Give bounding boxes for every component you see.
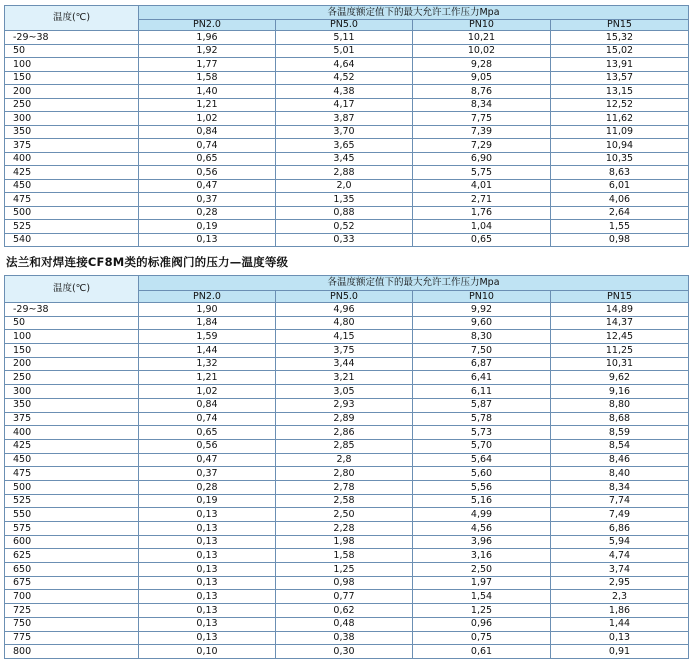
pressure-cell: 3,45 (276, 152, 413, 166)
table-row (5, 125, 689, 139)
pressure-cell: 0,62 (276, 604, 413, 618)
column-header: PN15 (551, 291, 689, 303)
pressure-cell: 2,50 (413, 563, 551, 577)
pressure-cell: 0,84 (139, 398, 276, 412)
pressure-cell: 0,74 (139, 412, 276, 426)
pressure-cell: 11,09 (551, 125, 689, 139)
table-2-body (5, 276, 689, 659)
pressure-cell: 0,13 (551, 631, 689, 645)
pressure-cell: 2,64 (551, 206, 689, 220)
pressure-cell: 1,25 (413, 604, 551, 618)
pressure-cell: 1,44 (139, 344, 276, 358)
pressure-cell: 5,94 (551, 535, 689, 549)
pressure-cell: 2,0 (276, 179, 413, 193)
temperature-cell: 375 (5, 412, 139, 426)
pressure-cell: 4,56 (413, 522, 551, 536)
table-row (5, 439, 689, 453)
table-row (5, 193, 689, 207)
pressure-cell: 8,63 (551, 166, 689, 180)
pressure-cell: 4,64 (276, 58, 413, 72)
temperature-cell: 50 (5, 316, 139, 330)
temperature-cell: 350 (5, 125, 139, 139)
pressure-cell: 4,38 (276, 85, 413, 99)
temperature-cell: 400 (5, 152, 139, 166)
table-row (5, 152, 689, 166)
pressure-cell: 5,60 (413, 467, 551, 481)
pressure-cell: 1,58 (139, 71, 276, 85)
pressure-cell: 7,49 (551, 508, 689, 522)
pressure-cell: 1,77 (139, 58, 276, 72)
table-row (5, 303, 689, 317)
temperature-cell: 100 (5, 330, 139, 344)
pressure-cell: 2,85 (276, 439, 413, 453)
pressure-cell: 7,75 (413, 112, 551, 126)
pressure-cell: 2,50 (276, 508, 413, 522)
temperature-cell: 400 (5, 426, 139, 440)
pressure-cell: 13,57 (551, 71, 689, 85)
table-row (5, 357, 689, 371)
pressure-cell: 0,13 (139, 604, 276, 618)
pressure-cell: 0,77 (276, 590, 413, 604)
temperature-cell: 500 (5, 206, 139, 220)
pressure-cell: 8,46 (551, 453, 689, 467)
temperature-cell: -29~38 (5, 303, 139, 317)
pressure-cell: 0,37 (139, 193, 276, 207)
temperature-cell: 300 (5, 112, 139, 126)
pressure-cell: 8,68 (551, 412, 689, 426)
pressure-cell: 7,39 (413, 125, 551, 139)
pressure-cell: 6,01 (551, 179, 689, 193)
pressure-cell: 0,84 (139, 125, 276, 139)
pressure-cell: 2,93 (276, 398, 413, 412)
temperature-cell: 300 (5, 385, 139, 399)
table-row (5, 617, 689, 631)
table-row (5, 316, 689, 330)
pressure-cell: 5,78 (413, 412, 551, 426)
pressure-cell: 0,75 (413, 631, 551, 645)
pressure-cell: 12,52 (551, 98, 689, 112)
pressure-cell: 3,44 (276, 357, 413, 371)
table-row (5, 179, 689, 193)
pressure-cell: 0,65 (413, 233, 551, 247)
table-row (5, 576, 689, 590)
pressure-cell: 2,80 (276, 467, 413, 481)
temperature-cell: 250 (5, 98, 139, 112)
table-row (5, 371, 689, 385)
pressure-cell: 0,88 (276, 206, 413, 220)
column-header: PN5.0 (276, 20, 413, 31)
pressure-cell: 2,88 (276, 166, 413, 180)
pressure-cell: 0,13 (139, 617, 276, 631)
table-row (5, 412, 689, 426)
pressure-cell: 0,19 (139, 220, 276, 234)
pressure-cell: 8,80 (551, 398, 689, 412)
table-row (5, 480, 689, 494)
pressure-cell: 0,28 (139, 480, 276, 494)
pressure-cell: 0,61 (413, 645, 551, 659)
pressure-cell: 10,35 (551, 152, 689, 166)
pressure-cell: 14,89 (551, 303, 689, 317)
temperature-cell: 800 (5, 645, 139, 659)
column-header: PN15 (551, 20, 689, 31)
pressure-cell: 1,76 (413, 206, 551, 220)
pressure-cell: 1,59 (139, 330, 276, 344)
pressure-cell: 1,32 (139, 357, 276, 371)
pressure-cell: 1,54 (413, 590, 551, 604)
pressure-cell: 4,99 (413, 508, 551, 522)
temperature-cell: 700 (5, 590, 139, 604)
max-pressure-group-header: 各温度额定值下的最大允许工作压力Mpa (139, 6, 689, 20)
pressure-cell: 0,13 (139, 590, 276, 604)
pressure-cell: 0,91 (551, 645, 689, 659)
temperature-cell: 250 (5, 371, 139, 385)
temperature-cell: 575 (5, 522, 139, 536)
table-row (5, 98, 689, 112)
pressure-cell: 7,50 (413, 344, 551, 358)
table-row (5, 467, 689, 481)
pressure-cell: 7,29 (413, 139, 551, 153)
pressure-cell: 9,16 (551, 385, 689, 399)
pressure-cell: 0,28 (139, 206, 276, 220)
pressure-cell: 2,89 (276, 412, 413, 426)
pressure-cell: 11,25 (551, 344, 689, 358)
pressure-cell: 1,04 (413, 220, 551, 234)
pressure-cell: 5,75 (413, 166, 551, 180)
column-header: PN2.0 (139, 20, 276, 31)
pressure-cell: 10,21 (413, 31, 551, 45)
pressure-cell: 6,90 (413, 152, 551, 166)
pressure-cell: 0,47 (139, 179, 276, 193)
pressure-cell: 8,30 (413, 330, 551, 344)
pressure-cell: 9,28 (413, 58, 551, 72)
pressure-cell: 3,74 (551, 563, 689, 577)
pressure-cell: 3,05 (276, 385, 413, 399)
table-row (5, 398, 689, 412)
section-title: 法兰和对焊连接CF8M类的标准阀门的压力—温度等级 (6, 255, 289, 269)
pressure-cell: 1,84 (139, 316, 276, 330)
temperature-cell: 475 (5, 193, 139, 207)
table-row (5, 645, 689, 659)
temperature-cell: 50 (5, 44, 139, 58)
table-row (5, 385, 689, 399)
pressure-cell: 5,56 (413, 480, 551, 494)
pressure-cell: 0,52 (276, 220, 413, 234)
table-row (5, 233, 689, 247)
temperature-cell: 600 (5, 535, 139, 549)
table-row (5, 535, 689, 549)
pressure-cell: 0,56 (139, 439, 276, 453)
pressure-cell: 0,30 (276, 645, 413, 659)
pressure-cell: 8,76 (413, 85, 551, 99)
table-row (5, 112, 689, 126)
pressure-cell: 5,73 (413, 426, 551, 440)
pressure-cell: 0,13 (139, 522, 276, 536)
pressure-cell: 0,48 (276, 617, 413, 631)
pressure-cell: 5,16 (413, 494, 551, 508)
column-header: PN2.0 (139, 291, 276, 303)
pressure-cell: 4,01 (413, 179, 551, 193)
pressure-cell: 0,74 (139, 139, 276, 153)
pressure-cell: 0,10 (139, 645, 276, 659)
temperature-cell: 540 (5, 233, 139, 247)
temperature-cell: 150 (5, 71, 139, 85)
pressure-cell: 6,41 (413, 371, 551, 385)
table-row (5, 58, 689, 72)
pressure-cell: 9,05 (413, 71, 551, 85)
table-row (5, 344, 689, 358)
pressure-cell: 1,90 (139, 303, 276, 317)
pressure-cell: 0,13 (139, 549, 276, 563)
pressure-cell: 0,33 (276, 233, 413, 247)
table-row (5, 604, 689, 618)
table-row (5, 330, 689, 344)
pressure-cell: 2,8 (276, 453, 413, 467)
pressure-cell: 8,40 (551, 467, 689, 481)
temperature-cell: 775 (5, 631, 139, 645)
pressure-cell: 3,87 (276, 112, 413, 126)
pressure-cell: 1,02 (139, 112, 276, 126)
temperature-cell: 425 (5, 166, 139, 180)
pressure-cell: 0,65 (139, 426, 276, 440)
pressure-cell: 4,52 (276, 71, 413, 85)
pressure-cell: 4,17 (276, 98, 413, 112)
pressure-cell: 2,86 (276, 426, 413, 440)
pressure-cell: 0,65 (139, 152, 276, 166)
pressure-cell: 0,13 (139, 535, 276, 549)
table-row (5, 508, 689, 522)
pressure-cell: 10,02 (413, 44, 551, 58)
pressure-cell: 12,45 (551, 330, 689, 344)
pressure-cell: 8,34 (551, 480, 689, 494)
pressure-cell: 1,97 (413, 576, 551, 590)
table-row (5, 206, 689, 220)
pressure-cell: 3,70 (276, 125, 413, 139)
column-header: PN10 (413, 291, 551, 303)
pressure-cell: 0,13 (139, 508, 276, 522)
pressure-cell: 4,96 (276, 303, 413, 317)
table-row (5, 71, 689, 85)
pressure-temperature-table-2 (4, 275, 689, 659)
pressure-cell: 5,70 (413, 439, 551, 453)
pressure-cell: 0,98 (551, 233, 689, 247)
table-row (5, 139, 689, 153)
pressure-cell: 2,78 (276, 480, 413, 494)
pressure-cell: 1,96 (139, 31, 276, 45)
pressure-temperature-table-1 (4, 5, 689, 247)
table-row (5, 631, 689, 645)
table-row (5, 220, 689, 234)
pressure-cell: 15,32 (551, 31, 689, 45)
pressure-cell: 0,56 (139, 166, 276, 180)
pressure-cell: 4,15 (276, 330, 413, 344)
table-row (5, 44, 689, 58)
pressure-cell: 3,96 (413, 535, 551, 549)
temperature-cell: 200 (5, 85, 139, 99)
pressure-cell: 4,74 (551, 549, 689, 563)
pressure-cell: 5,87 (413, 398, 551, 412)
pressure-cell: 1,40 (139, 85, 276, 99)
max-pressure-group-header: 各温度额定值下的最大允许工作压力Mpa (139, 276, 689, 291)
pressure-cell: 8,34 (413, 98, 551, 112)
pressure-cell: 5,64 (413, 453, 551, 467)
temperature-cell: 150 (5, 344, 139, 358)
temperature-cell: 525 (5, 220, 139, 234)
pressure-cell: 0,98 (276, 576, 413, 590)
pressure-cell: 1,21 (139, 371, 276, 385)
pressure-cell: 15,02 (551, 44, 689, 58)
pressure-cell: 3,16 (413, 549, 551, 563)
pressure-cell: 1,25 (276, 563, 413, 577)
table-1-body (5, 6, 689, 247)
pressure-cell: 5,01 (276, 44, 413, 58)
table-row (5, 426, 689, 440)
temperature-cell: 450 (5, 453, 139, 467)
pressure-cell: 4,06 (551, 193, 689, 207)
pressure-cell: 0,19 (139, 494, 276, 508)
temperature-cell: 750 (5, 617, 139, 631)
temperature-cell: 675 (5, 576, 139, 590)
pressure-cell: 10,94 (551, 139, 689, 153)
temperature-cell: 375 (5, 139, 139, 153)
table-row (5, 563, 689, 577)
temperature-cell: 650 (5, 563, 139, 577)
pressure-cell: 6,86 (551, 522, 689, 536)
temperature-cell: 200 (5, 357, 139, 371)
pressure-cell: 3,65 (276, 139, 413, 153)
temperature-header: 温度(℃) (5, 276, 139, 303)
pressure-cell: 2,95 (551, 576, 689, 590)
pressure-cell: 2,71 (413, 193, 551, 207)
pressure-cell: 1,21 (139, 98, 276, 112)
pressure-cell: 14,37 (551, 316, 689, 330)
pressure-cell: 0,47 (139, 453, 276, 467)
pressure-cell: 2,58 (276, 494, 413, 508)
table-row (5, 85, 689, 99)
temperature-cell: 450 (5, 179, 139, 193)
pressure-cell: 0,96 (413, 617, 551, 631)
pressure-cell: 1,98 (276, 535, 413, 549)
table-row (5, 522, 689, 536)
pressure-cell: 0,13 (139, 563, 276, 577)
pressure-cell: 2,28 (276, 522, 413, 536)
pressure-cell: 13,91 (551, 58, 689, 72)
pressure-cell: 0,37 (139, 467, 276, 481)
pressure-cell: 3,21 (276, 371, 413, 385)
pressure-cell: 1,86 (551, 604, 689, 618)
pressure-cell: 1,02 (139, 385, 276, 399)
pressure-cell: 8,54 (551, 439, 689, 453)
pressure-cell: 4,80 (276, 316, 413, 330)
table-row (5, 453, 689, 467)
pressure-cell: 1,55 (551, 220, 689, 234)
column-header: PN10 (413, 20, 551, 31)
temperature-cell: 525 (5, 494, 139, 508)
pressure-cell: 13,15 (551, 85, 689, 99)
pressure-cell: 8,59 (551, 426, 689, 440)
table-row (5, 494, 689, 508)
pressure-cell: 5,11 (276, 31, 413, 45)
table-row (5, 549, 689, 563)
pressure-cell: 0,38 (276, 631, 413, 645)
pressure-cell: 3,75 (276, 344, 413, 358)
temperature-header: 温度(℃) (5, 6, 139, 31)
table-row (5, 166, 689, 180)
temperature-cell: 500 (5, 480, 139, 494)
pressure-cell: 9,62 (551, 371, 689, 385)
pressure-cell: 1,44 (551, 617, 689, 631)
column-header: PN5.0 (276, 291, 413, 303)
temperature-cell: 350 (5, 398, 139, 412)
pressure-cell: 6,87 (413, 357, 551, 371)
pressure-cell: 7,74 (551, 494, 689, 508)
pressure-cell: 9,92 (413, 303, 551, 317)
table-row (5, 31, 689, 45)
pressure-cell: 11,62 (551, 112, 689, 126)
temperature-cell: 550 (5, 508, 139, 522)
pressure-cell: 1,58 (276, 549, 413, 563)
temperature-cell: 425 (5, 439, 139, 453)
pressure-cell: 2,3 (551, 590, 689, 604)
pressure-cell: 9,60 (413, 316, 551, 330)
pressure-cell: 10,31 (551, 357, 689, 371)
pressure-cell: 0,13 (139, 233, 276, 247)
temperature-cell: -29~38 (5, 31, 139, 45)
pressure-cell: 1,35 (276, 193, 413, 207)
temperature-cell: 475 (5, 467, 139, 481)
pressure-cell: 0,13 (139, 631, 276, 645)
temperature-cell: 100 (5, 58, 139, 72)
temperature-cell: 625 (5, 549, 139, 563)
pressure-cell: 6,11 (413, 385, 551, 399)
pressure-cell: 0,13 (139, 576, 276, 590)
pressure-cell: 1,92 (139, 44, 276, 58)
temperature-cell: 725 (5, 604, 139, 618)
